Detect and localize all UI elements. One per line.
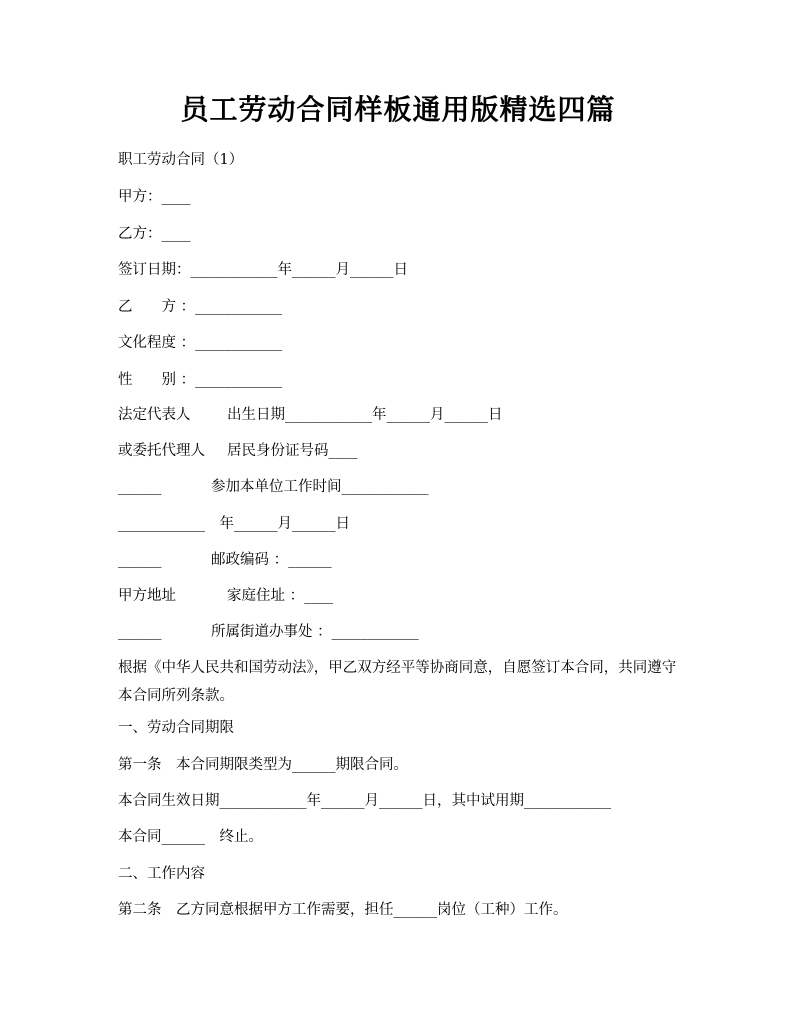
party-a-address-label: 甲方地址 <box>118 588 176 604</box>
id-number-field: 居民身份证号码____ <box>227 443 358 459</box>
postcode-field: 邮政编码 ：______ <box>211 552 332 568</box>
party-b-name-field: 乙 方 ：____________ <box>118 299 283 315</box>
article-2: 第二条 乙方同意根据甲方工作需要，担任______岗位（工种）工作。 <box>118 902 568 918</box>
termination-field: 本合同______ 终止。 <box>118 829 263 845</box>
contract-heading: 职工劳动合同（1） <box>118 152 244 168</box>
gender-field: 性 别 ：____________ <box>118 372 283 388</box>
blank-field-3: ______ <box>118 624 162 640</box>
blank-field-2: ______ <box>118 552 162 568</box>
document-title: 员工劳动合同样板通用版精选四篇 <box>180 93 616 126</box>
section-2-heading: 二、工作内容 <box>118 866 205 882</box>
legal-rep-label: 法定代表人 <box>118 407 191 423</box>
join-date-field: ____________ 年______月______日 <box>118 516 350 532</box>
party-a-field: 甲方：____ <box>118 189 191 205</box>
join-time-field: 参加本单位工作时间____________ <box>211 479 429 495</box>
preamble-paragraph: 根据《中华人民共和国劳动法》，甲乙双方经平等协商同意，自愿签订本合同，共同遵守本合同所列条款。 <box>118 660 677 704</box>
section-1-heading: 一、劳动合同期限 <box>118 720 234 736</box>
street-office-field: 所属街道办事处 ：____________ <box>211 624 419 640</box>
agent-label: 或委托代理人 <box>118 443 205 459</box>
article-1: 第一条 本合同期限类型为______期限合同。 <box>118 757 408 773</box>
home-address-field: 家庭住址 ：____ <box>227 588 334 604</box>
party-b-field: 乙方：____ <box>118 226 191 242</box>
blank-field-1: ______ <box>118 479 162 495</box>
effective-date-field: 本合同生效日期____________年______月______日，其中试用期____________ <box>118 793 611 809</box>
sign-date-field: 签订日期：____________年______月______日 <box>118 262 408 278</box>
education-field: 文化程度 ：____________ <box>118 335 283 351</box>
birth-date-field: 出生日期____________年______月______日 <box>227 407 503 423</box>
